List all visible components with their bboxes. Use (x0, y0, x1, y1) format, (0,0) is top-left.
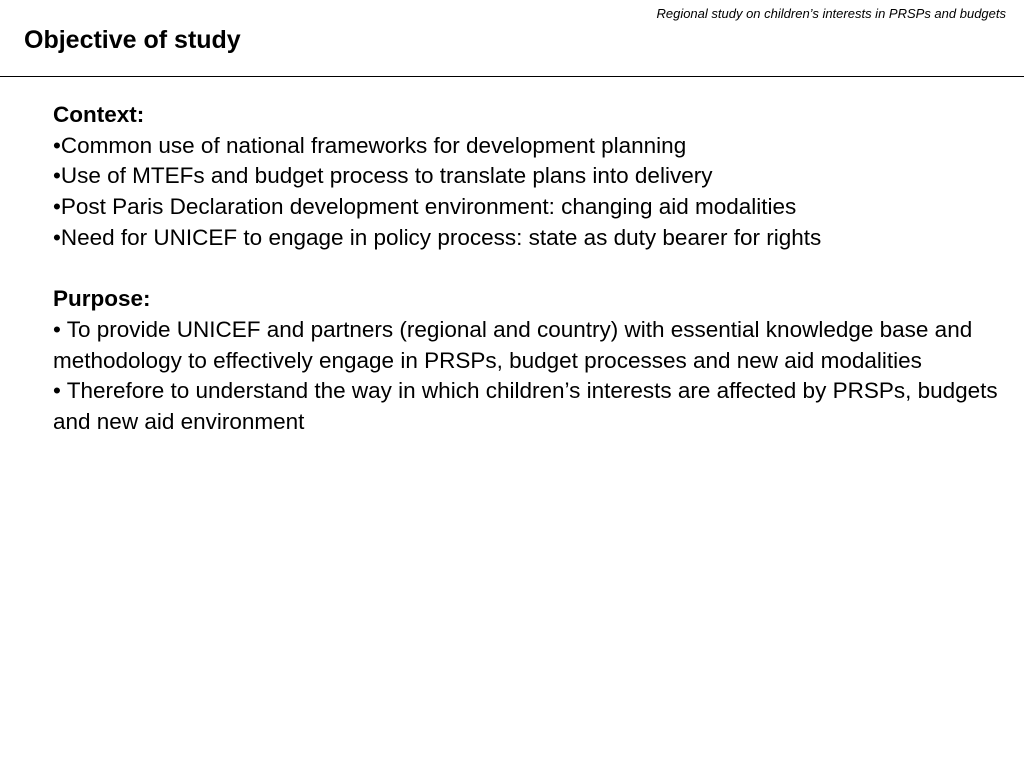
purpose-section (53, 284, 1003, 438)
context-item: •Use of MTEFs and budget process to translate plans into delivery (53, 163, 713, 189)
purpose-list (53, 315, 1003, 438)
section-spacer (53, 254, 1003, 285)
purpose-item: • Therefore to understand the way in which children’s interests are affected by PRSPs, budgets and new aid environment (53, 378, 998, 435)
title-divider (0, 76, 1024, 77)
context-heading: Context: (53, 102, 145, 127)
purpose-heading: Purpose: (53, 286, 151, 312)
context-section (53, 100, 1003, 254)
purpose-item: • To provide UNICEF and partners (regional and country) with essential knowledge base and methodology to effectively engage in PRSPs, budget processes and new aid modalities (53, 316, 973, 373)
page-title: Objective of study (24, 26, 241, 54)
context-item: •Need for UNICEF to engage in policy process: state as duty bearer for rights (53, 224, 822, 250)
header-note: Regional study on children’s interests in PRSPs and budgets (656, 6, 1006, 21)
context-item: •Post Paris Declaration development environment: changing aid modalities (53, 194, 797, 220)
slide-body (53, 100, 1003, 438)
context-list (53, 131, 1003, 254)
context-item: •Common use of national frameworks for development planning (53, 132, 687, 158)
